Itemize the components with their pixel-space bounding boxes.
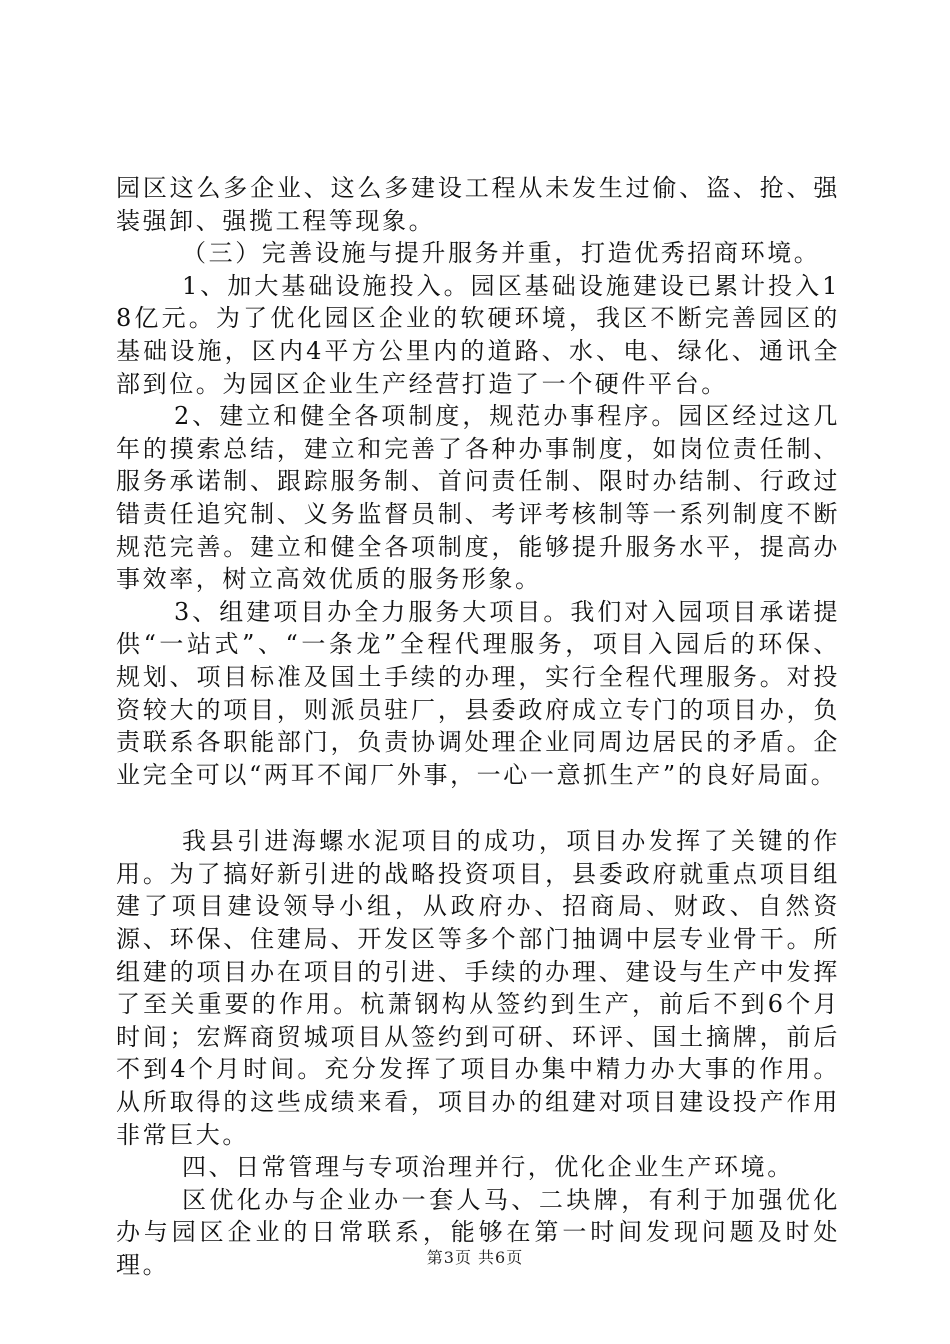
- paragraph-continuation: 园区这么多企业、这么多建设工程从未发生过偷、盗、抢、强装强卸、强揽工程等现象。: [116, 174, 840, 235]
- paragraph-optimization-office: 区优化办与企业办一套人马、二块牌，有利于加强优化办与园区企业的日常联系，能够在第一时间发现问题及时处理。: [116, 1185, 840, 1279]
- paragraph-gap: [116, 791, 840, 825]
- paragraph-systems: 2、建立和健全各项制度，规范办事程序。园区经过这几年的摸索总结，建立和完善了各种办事制度，如岗位责任制、服务承诺制、跟踪服务制、首问责任制、限时办结制、行政过错责任追究制、义务监督员制、考评考核制等一系列制度不断规范完善。建立和健全各项制度，能够提升服务水平，提高办事效率，树立高效优质的服务形象。: [116, 402, 840, 594]
- page-number-footer: 第3页 共6页: [426, 1248, 524, 1267]
- paragraph-project-office: 3、组建项目办全力服务大项目。我们对入园项目承诺提供“一站式”、“一条龙”全程代理服务，项目入园后的环保、规划、项目标准及国土手续的办理，实行全程代理服务。对投资较大的项目，则派员驻厂，县委政府成立专门的项目办，负责联系各职能部门，负责协调处理企业同周边居民的矛盾。企业完全可以“两耳不闻厂外事，一心一意抓生产”的良好局面。: [116, 597, 840, 789]
- paragraph-infrastructure: 1、加大基础设施投入。园区基础设施建设已累计投入18亿元。为了优化园区企业的软硬环境，我区不断完善园区的基础设施，区内4平方公里内的道路、水、电、绿化、通讯全部到位。为园区企业生产经营打造了一个硬件平台。: [116, 271, 840, 398]
- section-heading-four: 四、日常管理与专项治理并行，优化企业生产环境。: [182, 1153, 794, 1182]
- section-heading-three: （三）完善设施与提升服务并重，打造优秀招商环境。: [182, 239, 821, 268]
- document-body: [116, 172, 840, 1282]
- paragraph-conch-cement: 我县引进海螺水泥项目的成功，项目办发挥了关键的作用。为了搞好新引进的战略投资项目，县委政府就重点项目组建了项目建设领导小组，从政府办、招商局、财政、自然资源、环保、住建局、开发区等多个部门抽调中层专业骨干。所组建的项目办在项目的引进、手续的办理、建设与生产中发挥了至关重要的作用。杭萧钢构从签约到生产，前后不到6个月时间；宏辉商贸城项目从签约到可研、环评、国土摘牌，前后不到4个月时间。充分发挥了项目办集中精力办大事的作用。从所取得的这些成绩来看，项目办的组建对项目建设投产作用非常巨大。: [116, 827, 840, 1149]
